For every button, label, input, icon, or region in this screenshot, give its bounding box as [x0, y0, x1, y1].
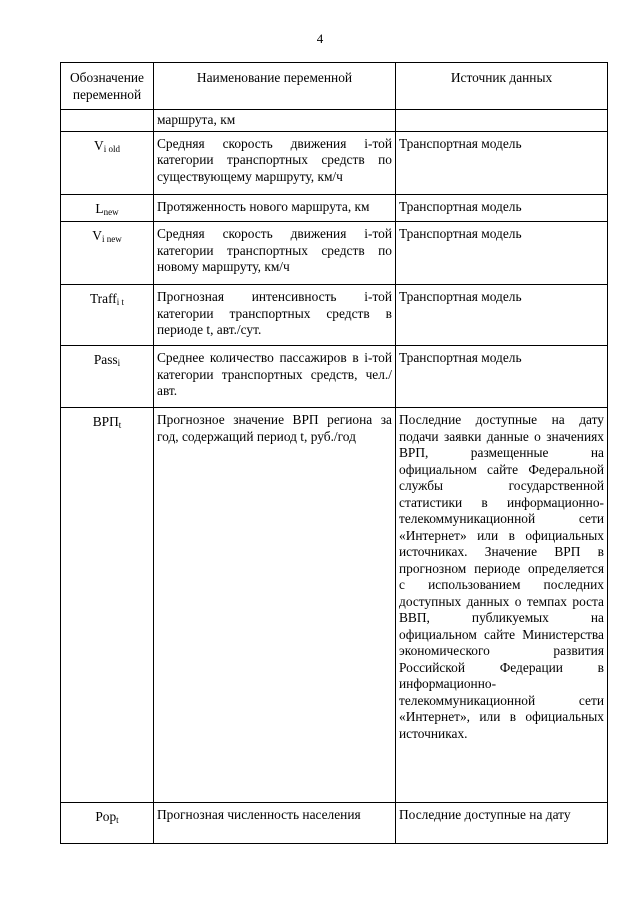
- variable-symbol: Traff$_{i t}$: [61, 285, 154, 346]
- table-row: [61, 222, 608, 285]
- table-row: [61, 285, 608, 346]
- variable-source: Последние доступные на дату: [396, 803, 608, 844]
- variables-table: [60, 62, 608, 844]
- variable-symbol: Pop$_t$: [61, 803, 154, 844]
- table-row: [61, 110, 608, 132]
- table-row: [61, 346, 608, 408]
- header-symbol: Обозначение переменной: [61, 63, 154, 110]
- variable-source: Транспортная модель: [396, 194, 608, 222]
- variable-symbol: $V_{i new}$: [61, 222, 154, 285]
- variable-source: Транспортная модель: [396, 346, 608, 408]
- variable-name: Прогнозная интенсивность i-той категории транспортных средств в периоде t, авт./сут.: [154, 285, 396, 346]
- variable-name: Прогнозная численность населения: [154, 803, 396, 844]
- variable-symbol: $V_{i old}$: [61, 131, 154, 194]
- variable-source: Транспортная модель: [396, 131, 608, 194]
- table-row: [61, 408, 608, 803]
- header-source: Источник данных: [396, 63, 608, 110]
- variable-name: маршрута, км: [154, 110, 396, 132]
- table-header-row: [61, 63, 608, 110]
- variable-source: Транспортная модель: [396, 222, 608, 285]
- variable-source: Последние доступные на дату подачи заявки данные о значениях ВРП, размещенные на официальном сайте Федеральной службы государственной статистики в информационно-телекоммуникационной сети «Интернет» или в официальных источниках. Значение ВРП в прогнозном периоде определяется с использованием последних доступных данных о темпах роста ВВП, публикуемых на официальном сайте Министерства экономического развития Российской Федерации в информационно-телекоммуникационной сети «Интернет», или в официальных источниках.: [396, 408, 608, 803]
- header-name: Наименование переменной: [154, 63, 396, 110]
- table-row: [61, 194, 608, 222]
- page-number: 4: [316, 31, 324, 46]
- variable-name: Средняя скорость движения i-той категории транспортных средств по новому маршруту, км/ч: [154, 222, 396, 285]
- variable-source: [396, 110, 608, 132]
- table-row: [61, 803, 608, 844]
- variable-name: Протяженность нового маршрута, км: [154, 194, 396, 222]
- variable-symbol: $ВРП_t$: [61, 408, 154, 803]
- variable-name: Средняя скорость движения i-той категории транспортных средств по существующему маршруту, км/ч: [154, 131, 396, 194]
- table-row: [61, 131, 608, 194]
- variable-symbol: [61, 110, 154, 132]
- variable-name: Прогнозное значение ВРП региона за год, содержащий период t, руб./год: [154, 408, 396, 803]
- variable-symbol: $L_{new}$: [61, 194, 154, 222]
- variable-symbol: Pass$_i$: [61, 346, 154, 408]
- variable-source: Транспортная модель: [396, 285, 608, 346]
- variable-name: Среднее количество пассажиров в i-той категории транспортных средств, чел./авт.: [154, 346, 396, 408]
